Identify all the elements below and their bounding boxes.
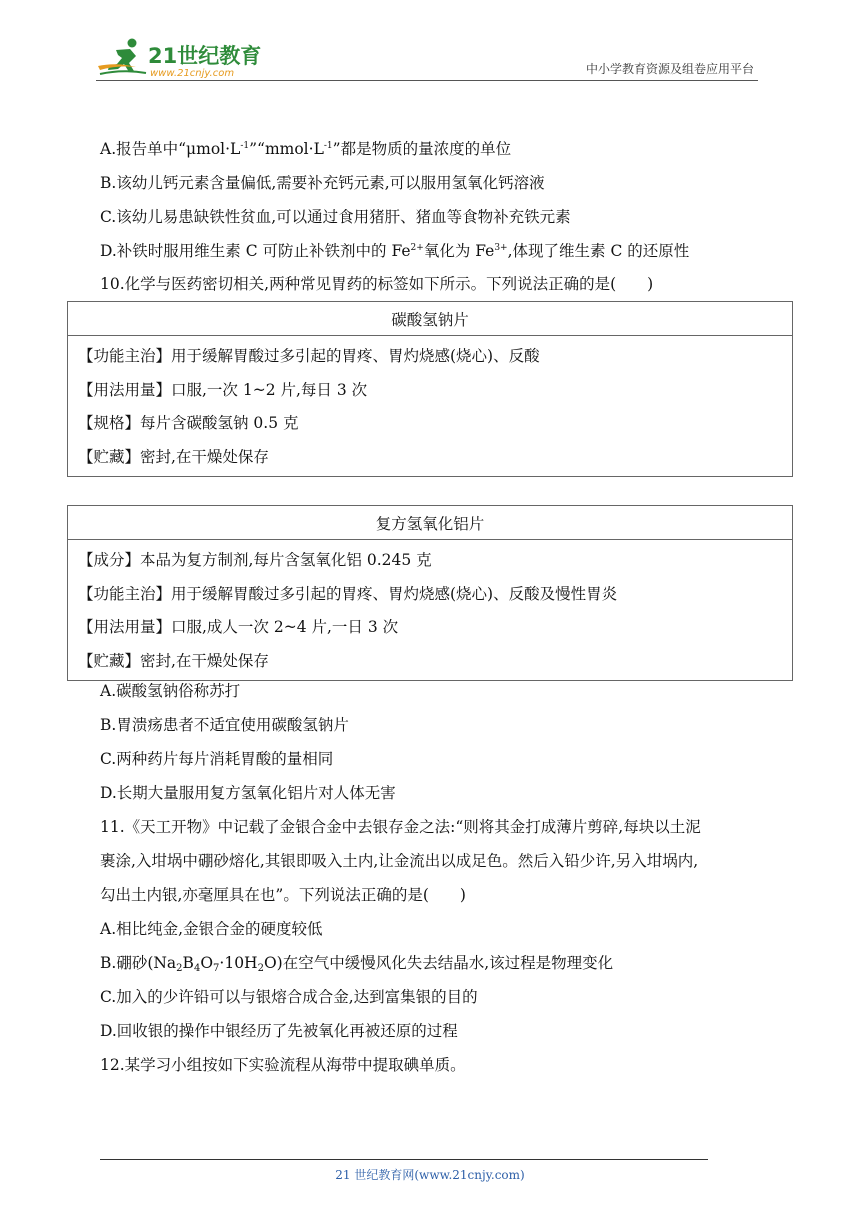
- label-sodium-bicarbonate: [67, 301, 793, 477]
- label-row: 【贮藏】密封,在干燥处保存: [78, 447, 269, 466]
- q9-option-b: B.该幼儿钙元素含量偏低,需要补充钙元素,可以服用氢氧化钙溶液: [100, 174, 545, 192]
- platform-name: 中小学教育资源及组卷应用平台: [585, 62, 754, 76]
- q9-option-a: A.报告单中“$\mu mol\cdot L^{-1}”“mmol\cdot L^{-1}$”都是物质的量浓度的单位: [100, 140, 512, 158]
- label-row: 【用法用量】口服,成人一次 2~4 片,一日 3 次: [78, 618, 399, 636]
- label-title: 复方氢氧化铝片: [68, 506, 793, 540]
- label-row: 【规格】每片含碳酸氢钠 0.5 克: [78, 414, 299, 432]
- q11-stem-line: 11.《天工开物》中记载了金银合金中去银存金之法:“则将其金打成薄片剪碎,每块以土泥: [100, 818, 701, 836]
- q11-option-d: D.回收银的操作中银经历了先被氧化再被还原的过程: [100, 1022, 458, 1040]
- q11-stem-line: 裹涂,入坩埚中硼砂熔化,其银即吸入土内,让金流出以成足色。然后入铅少许,另入坩埚内,: [100, 852, 699, 870]
- q12-stem: 12.某学习小组按如下实验流程从海带中提取碘单质。: [100, 1056, 466, 1074]
- label-row: 【用法用量】口服,一次 1~2 片,每日 3 次: [78, 380, 368, 399]
- q10-option-b: B.胃溃疡患者不适宜使用碳酸氢钠片: [100, 716, 349, 734]
- q9-option-d: D.补铁时服用维生素 C 可防止补铁剂中的 $Fe^{2+}$氧化为 $Fe^{3+}$,体现了维生素 C 的还原性: [100, 242, 690, 260]
- q10-stem: 10.化学与医药密切相关,两种常见胃药的标签如下所示。下列说法正确的是( ): [100, 275, 654, 293]
- label-row: 【功能主治】用于缓解胃酸过多引起的胃疼、胃灼烧感(烧心)、反酸: [78, 347, 540, 365]
- header-divider: [96, 80, 758, 81]
- logo: [96, 36, 266, 80]
- label-title: 碳酸氢钠片: [68, 302, 793, 336]
- q10-option-c: C.两种药片每片消耗胃酸的量相同: [100, 750, 334, 768]
- q11-option-b: B.硼砂$(Na_2B_4O_7\cdot 10H_2O)$在空气中缓慢风化失去结晶水,该过程是物理变化: [100, 954, 614, 974]
- q9-option-c: C.该幼儿易患缺铁性贫血,可以通过食用猪肝、猪血等食物补充铁元素: [100, 208, 571, 226]
- footer-divider: [100, 1159, 708, 1160]
- running-figure-icon: [98, 39, 146, 75]
- label-aluminum-hydroxide: [67, 505, 793, 681]
- footer-link[interactable]: 21 世纪教育网(www.21cnjy.com): [335, 1168, 525, 1182]
- q10-option-d: D.长期大量服用复方氢氧化铝片对人体无害: [100, 784, 396, 802]
- svg-text:www.21cnjy.com: www.21cnjy.com: [150, 68, 235, 79]
- q10-option-a: A.碳酸氢钠俗称苏打: [100, 682, 241, 700]
- q11-option-a: A.相比纯金,金银合金的硬度较低: [100, 920, 323, 938]
- svg-text:21世纪教育: 21世纪教育: [148, 44, 262, 68]
- label-row: 【贮藏】密封,在干燥处保存: [78, 651, 269, 670]
- page-header: [96, 36, 756, 82]
- label-row: 【成分】本品为复方制剂,每片含氢氧化铝 0.245 克: [78, 551, 432, 569]
- q11-stem-line: 勾出土内银,亦毫厘具在也”。下列说法正确的是( ): [100, 886, 466, 904]
- label-row: 【功能主治】用于缓解胃酸过多引起的胃疼、胃灼烧感(烧心)、反酸及慢性胃炎: [78, 584, 618, 603]
- q11-option-c: C.加入的少许铅可以与银熔合成合金,达到富集银的目的: [100, 988, 478, 1006]
